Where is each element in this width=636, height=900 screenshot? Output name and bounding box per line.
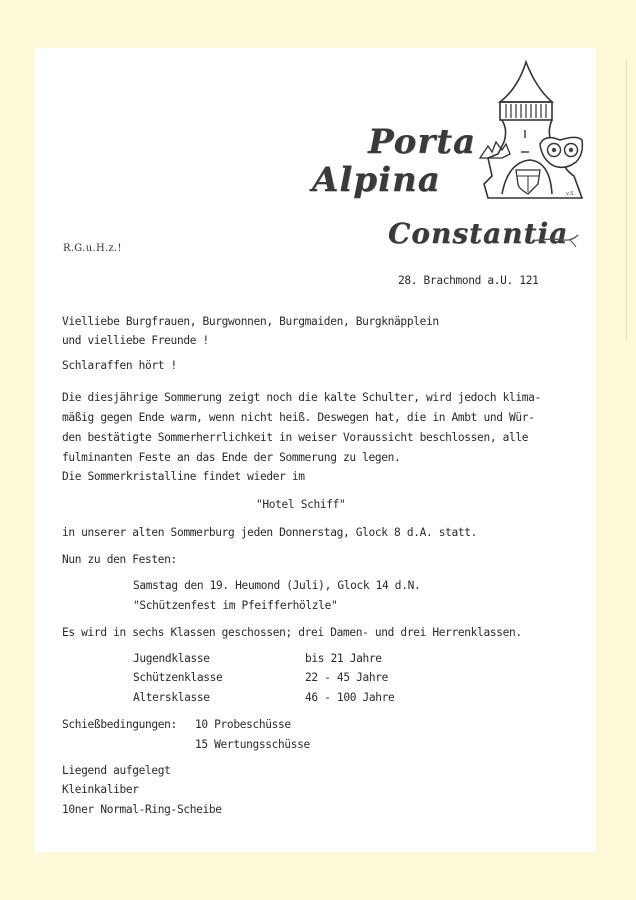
logo-alpina: Alpina [312, 160, 441, 200]
class-name: Jugendklasse [133, 652, 210, 665]
detail-line: Liegend aufgelegt [62, 764, 171, 777]
logo-constantia: Constantia [388, 217, 569, 250]
classes-intro: Es wird in sechs Klassen geschossen; drei Damen- und drei Herrenklassen. [62, 626, 522, 639]
venue-detail: in unserer alten Sommerburg jeden Donnerstag, Glock 8 d.A. statt. [62, 526, 478, 539]
paragraph-line: mäßig gegen Ende warm, wenn nicht heiß. Deswegen hat, die in Ambt und Wür- [62, 411, 535, 424]
salutation-abbreviation: R.G.u.H.z.! [63, 243, 122, 254]
logo-porta: Porta [368, 122, 476, 162]
letter-date: 28. Brachmond a.U. 121 [398, 274, 539, 287]
paper-edge [626, 60, 627, 340]
emblem-signature: v.S. [566, 191, 575, 197]
class-name: Schützenklasse [133, 671, 223, 684]
castle-owl-emblem-icon [478, 58, 588, 204]
condition-item: 15 Wertungsschüsse [195, 738, 310, 751]
condition-item: 10 Probeschüsse [195, 718, 291, 731]
class-name: Altersklasse [133, 691, 210, 704]
class-age: 22 - 45 Jahre [305, 671, 389, 684]
paragraph-line: den bestätigte Sommerherrlichkeit in weiser Voraussicht beschlossen, alle [62, 431, 529, 444]
festivals-intro: Nun zu den Festen: [62, 553, 177, 566]
detail-line: Kleinkaliber [62, 783, 139, 796]
paragraph-line: fulminanten Feste an das Ende der Sommerung zu legen. [62, 451, 401, 464]
paragraph-line: Die Sommerkristalline findet wieder im [62, 470, 305, 483]
detail-line: 10ner Normal-Ring-Scheibe [62, 803, 222, 816]
conditions-label: Schießbedingungen: [62, 718, 177, 731]
flourish-icon [530, 232, 580, 248]
class-age: 46 - 100 Jahre [305, 691, 395, 704]
class-age: bis 21 Jahre [305, 652, 382, 665]
greeting-line-1: Vielliebe Burgfrauen, Burgwonnen, Burgmaiden, Burgknäpplein [62, 315, 439, 328]
call-line: Schlaraffen hört ! [62, 359, 177, 372]
event-date: Samstag den 19. Heumond (Juli), Glock 14 d.N. [133, 579, 421, 592]
greeting-line-2: und vielliebe Freunde ! [62, 334, 209, 347]
venue-name: "Hotel Schiff" [256, 498, 346, 511]
event-title: "Schützenfest im Pfeifferhölzle" [133, 599, 338, 612]
paragraph-line: Die diesjährige Sommerung zeigt noch die kalte Schulter, wird jedoch klima- [62, 391, 541, 404]
